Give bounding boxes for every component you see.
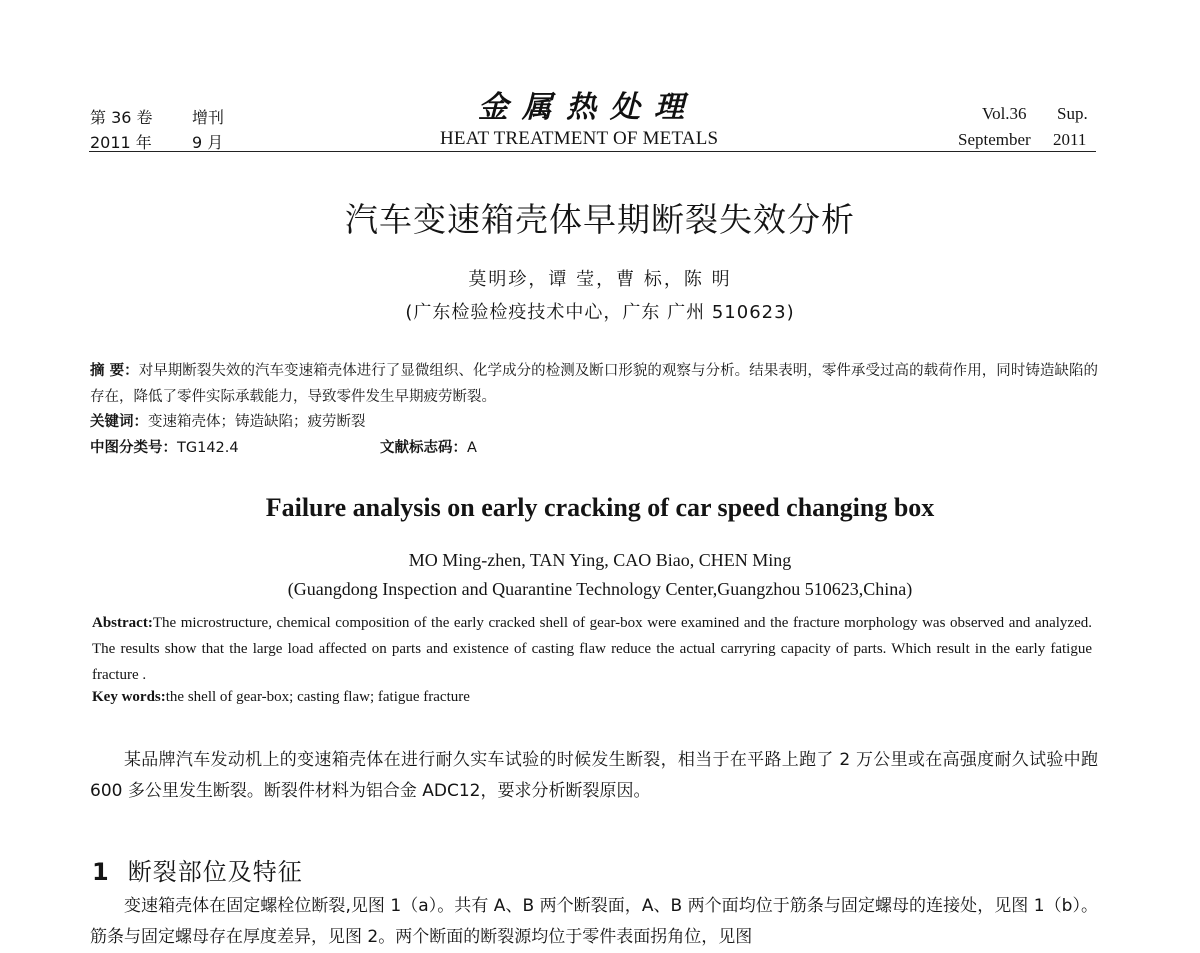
keywords-cn-text: 变速箱壳体；铸造缺陷；疲劳断裂 (148, 414, 366, 430)
journal-name-en: HEAT TREATMENT OF METALS (440, 128, 719, 149)
keywords-en (92, 689, 470, 706)
keywords-cn (90, 410, 366, 431)
abstract-cn (90, 358, 1098, 410)
abstract-cn-text: 对早期断裂失效的汽车变速箱壳体进行了显微组织、化学成分的检测及断口形貌的观察与分析。结果表明，零件承受过高的载荷作用，同时铸造缺陷的存在，降低了零件实际承载能力，导致零件发生早期疲劳断裂。 (90, 363, 1098, 405)
classification-label: 中图分类号： (90, 440, 177, 456)
abstract-en-label: Abstract: (92, 615, 153, 631)
year-en: 2011 (1053, 130, 1087, 149)
abstract-en-text: The microstructure, chemical composition of the early cracked shell of gear-box were examined and the fracture morphology was observed and analyzed. The results show that the large load affected on parts and existence of casting flaw reduce the actual carryring capacity of parts. Which result in the early fatigue fracture . (92, 615, 1092, 683)
title-cn: 汽车变速箱壳体早期断裂失效分析 (345, 200, 855, 239)
affiliation-en: (Guangdong Inspection and Quarantine Technology Center,Guangzhou 510623,China) (287, 579, 913, 599)
classification-number (90, 436, 239, 457)
document-code-value: A (467, 440, 477, 456)
journal-logo-cn: 金属热处理 (478, 90, 698, 125)
supplement-cn: 增刊 (192, 108, 225, 127)
section-paragraph: 变速箱壳体在固定螺栓位断裂,见图 1（a）。共有 A、B 两个断裂面，A、B 两个面均位于筋条与固定螺母的连接处，见图 1（b）。筋条与固定螺母存在厚度差异，见图 2。两个断面的断裂源均位于零件表面拐角位，见图 (90, 896, 1098, 947)
keywords-en-text: the shell of gear-box; casting flaw; fatigue fracture (165, 689, 470, 705)
authors-en: MO Ming-zhen, TAN Ying, CAO Biao, CHEN Ming (408, 550, 792, 570)
keywords-en-label: Key words: (92, 689, 166, 705)
intro-paragraph: 某品牌汽车发动机上的变速箱壳体在进行耐久实车试验的时候发生断裂，相当于在平路上跑了 2 万公里或在高强度耐久试验中跑 600 多公里发生断裂。断裂件材料为铝合金 ADC12，要求分析断裂原因。 (90, 750, 1098, 801)
volume-cn: 第 36 卷 (90, 108, 153, 127)
supplement-en: Sup. (1057, 104, 1088, 123)
section-number: 1 (92, 858, 110, 886)
month-cn: 9 月 (192, 133, 224, 152)
authors-cn: 莫明珍，谭 莹，曹 标，陈 明 (468, 269, 732, 290)
section-heading (92, 852, 303, 887)
document-code (380, 436, 477, 457)
abstract-cn-label: 摘 要： (90, 363, 139, 379)
document-code-label: 文献标志码： (380, 440, 467, 456)
abstract-en (92, 610, 1092, 688)
month-en: September (958, 130, 1031, 149)
keywords-cn-label: 关键词： (90, 414, 148, 430)
header-rule (89, 151, 1096, 152)
year-cn: 2011 年 (90, 133, 152, 152)
section-title: 断裂部位及特征 (127, 858, 303, 886)
affiliation-cn: (广东检验检疫技术中心，广东 广州 510623) (405, 302, 795, 323)
volume-en: Vol.36 (982, 104, 1027, 123)
classification-value: TG142.4 (177, 440, 239, 456)
title-en: Failure analysis on early cracking of car speed changing box (265, 493, 935, 522)
